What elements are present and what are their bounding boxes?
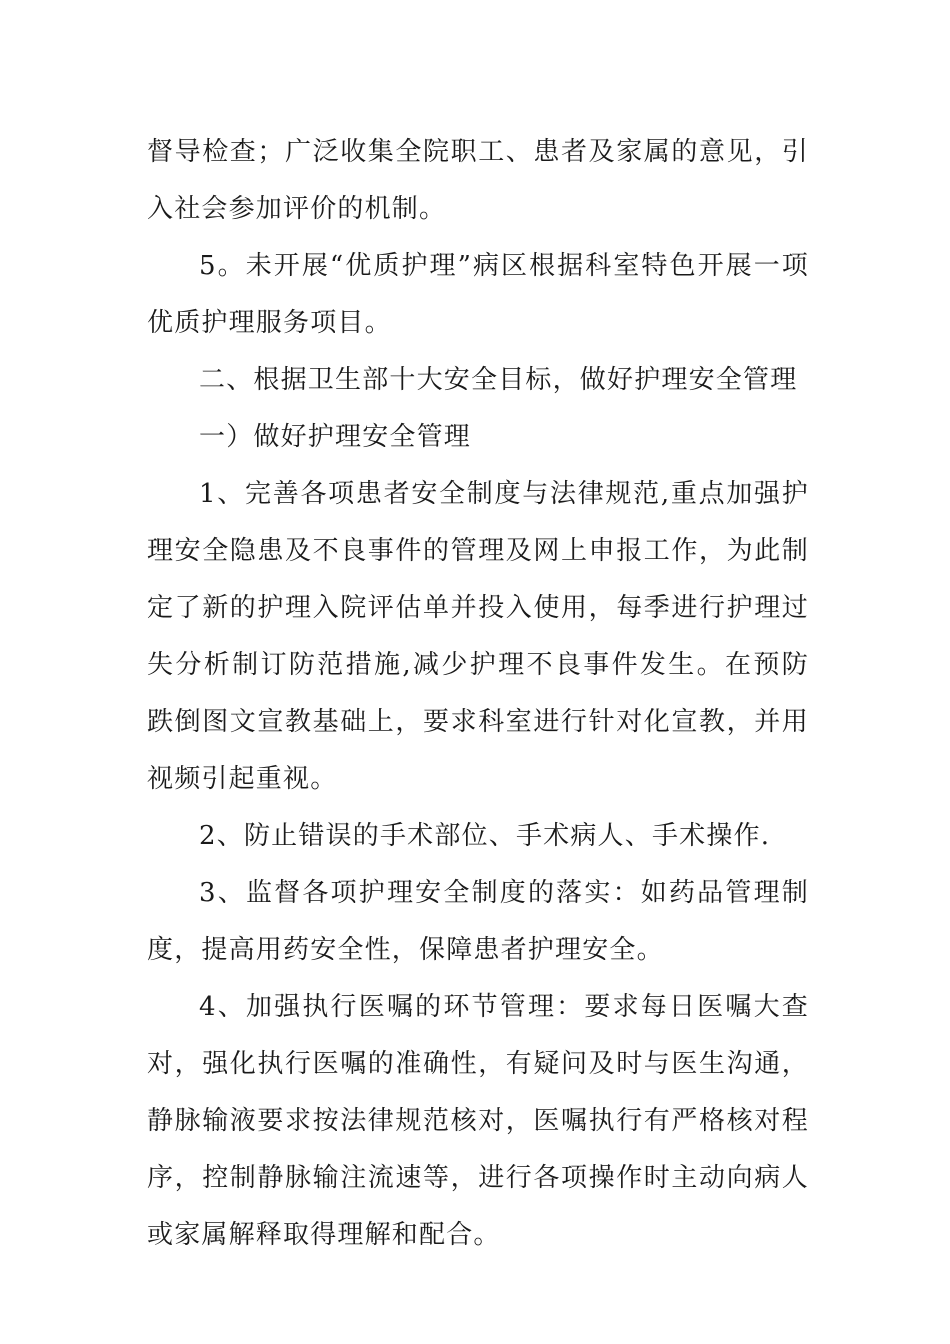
paragraph-item-5: 5。未开展“优质护理”病区根据科室特色开展一项优质护理服务项目。 — [147, 251, 809, 338]
paragraph-item-1: 1、完善各项患者安全制度与法律规范,重点加强护理安全隐患及不良事件的管理及网上申报工作，为此制定了新的护理入院评估单并投入使用，每季进行护理过失分析制订防范措施,减少护理不良事件发生。在预防跌倒图文宣教基础上，要求科室进行针对化宣教，并用视频引起重视。 — [147, 479, 809, 794]
section-heading-2: 二、根据卫生部十大安全目标，做好护理安全管理 — [199, 365, 798, 395]
document-body — [147, 124, 809, 1264]
paragraph-continuation: 督导检查；广泛收集全院职工、患者及家属的意见，引入社会参加评价的机制。 — [147, 137, 809, 224]
paragraph-item-3: 3、监督各项护理安全制度的落实：如药品管理制度，提高用药安全性，保障患者护理安全。 — [147, 878, 809, 965]
paragraph-item-4: 4、加强执行医嘱的环节管理：要求每日医嘱大查对，强化执行医嘱的准确性，有疑问及时与医生沟通，静脉输液要求按法律规范核对，医嘱执行有严格核对程序，控制静脉输注流速等，进行各项操作时主动向病人或家属解释取得理解和配合。 — [147, 992, 809, 1250]
paragraph-item-2: 2、防止错误的手术部位、手术病人、手术操作. — [199, 821, 771, 851]
subsection-heading-1: 一）做好护理安全管理 — [199, 422, 472, 452]
